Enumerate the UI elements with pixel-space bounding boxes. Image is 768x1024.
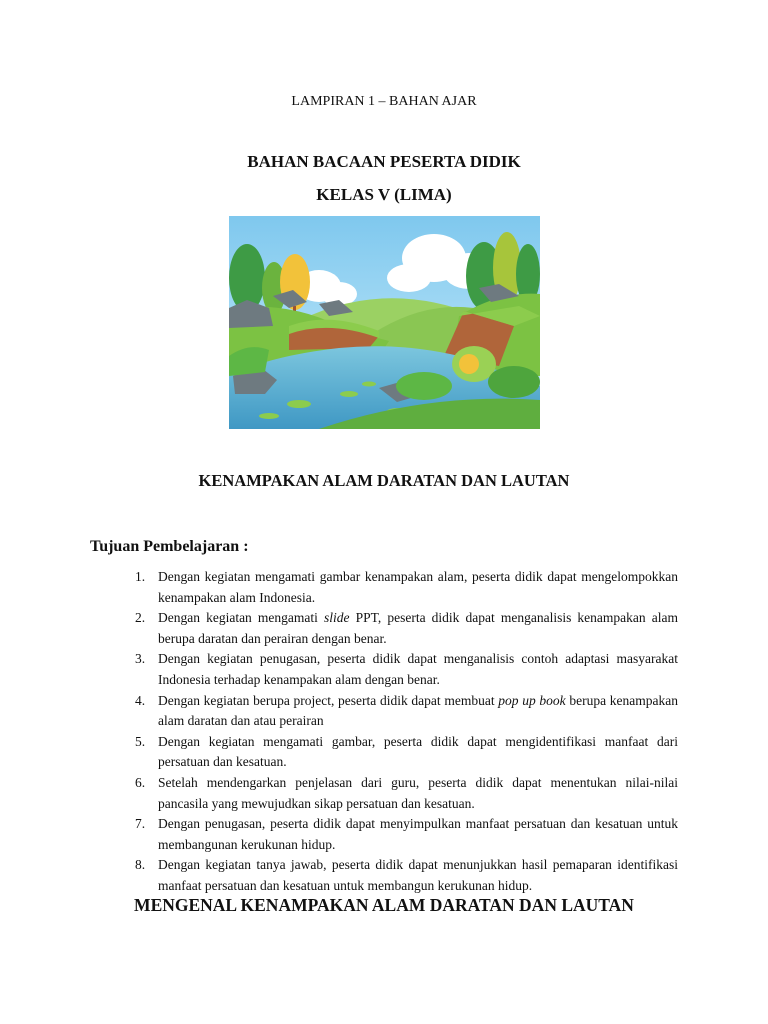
objective-number: 3. (135, 651, 146, 667)
objective-text: Setelah mendengarkan penjelasan dari guru, peserta didik dapat menentukan nilai-nilai pancasila yang mewujudkan sikap persatuan dan kesatuan. (158, 774, 678, 811)
objectives-heading: Tujuan Pembelajaran : (90, 538, 249, 555)
objective-number: 6. (135, 774, 146, 790)
objective-number: 1. (135, 569, 146, 584)
objective-item (131, 732, 678, 773)
objective-text: Dengan kegiatan mengamati gambar kenampakan alam, peserta didik dapat mengelompokkan kenampakan alam Indonesia. (158, 569, 678, 605)
objective-item (131, 814, 678, 855)
objective-number: 5. (135, 733, 146, 749)
section-heading: KENAMPAKAN ALAM DARATAN DAN LAUTAN (198, 471, 570, 490)
objective-item (131, 773, 678, 814)
objective-item (131, 567, 678, 608)
objective-number: 7. (135, 816, 146, 832)
subsection-heading: MENGENAL KENAMPAKAN ALAM DARATAN DAN LAUTAN (134, 895, 634, 915)
objective-text: Dengan kegiatan mengamati gambar, peserta didik dapat mengidentifikasi manfaat dari persatuan dan kesatuan. (158, 733, 678, 770)
objective-number: 8. (135, 857, 146, 873)
objective-text: Dengan kegiatan mengamati (158, 610, 324, 626)
objective-text: Dengan kegiatan tanya jawab, peserta didik dapat menunjukkan hasil pemaparan identifikasi manfaat persatuan dan kesatuan untuk membangun kerukunan hidup. (158, 857, 678, 893)
objective-text: Dengan kegiatan penugasan, peserta didik dapat menganalisis contoh adaptasi masyarakat Indonesia terhadap kenampakan alam dengan benar. (158, 651, 678, 687)
objective-item (131, 608, 678, 649)
objective-number: 4. (135, 692, 146, 708)
landscape-illustration (229, 216, 540, 429)
objective-text: pop up book (498, 692, 566, 708)
objective-item (131, 691, 678, 732)
class-label: KELAS V (LIMA) (316, 185, 452, 204)
objective-item (131, 649, 678, 690)
objective-item (131, 855, 678, 896)
appendix-label: LAMPIRAN 1 – BAHAN AJAR (291, 94, 477, 109)
objective-text: Dengan kegiatan berupa project, peserta didik dapat membuat (158, 692, 499, 708)
objective-text: Dengan penugasan, peserta didik dapat menyimpulkan manfaat persatuan dan kesatuan untuk membangunan kerukunan hidup. (158, 816, 678, 852)
objective-number: 2. (135, 610, 146, 626)
objective-text: slide (324, 610, 350, 626)
objectives-list (131, 567, 678, 897)
objective-text: berupa kenampakan alam daratan dan atau perairan (158, 692, 678, 729)
document-title: BAHAN BACAAN PESERTA DIDIK (247, 152, 521, 171)
objective-text: PPT, peserta didik dapat menganalisis kenampakan alam berupa daratan dan perairan dengan benar. (158, 610, 678, 646)
